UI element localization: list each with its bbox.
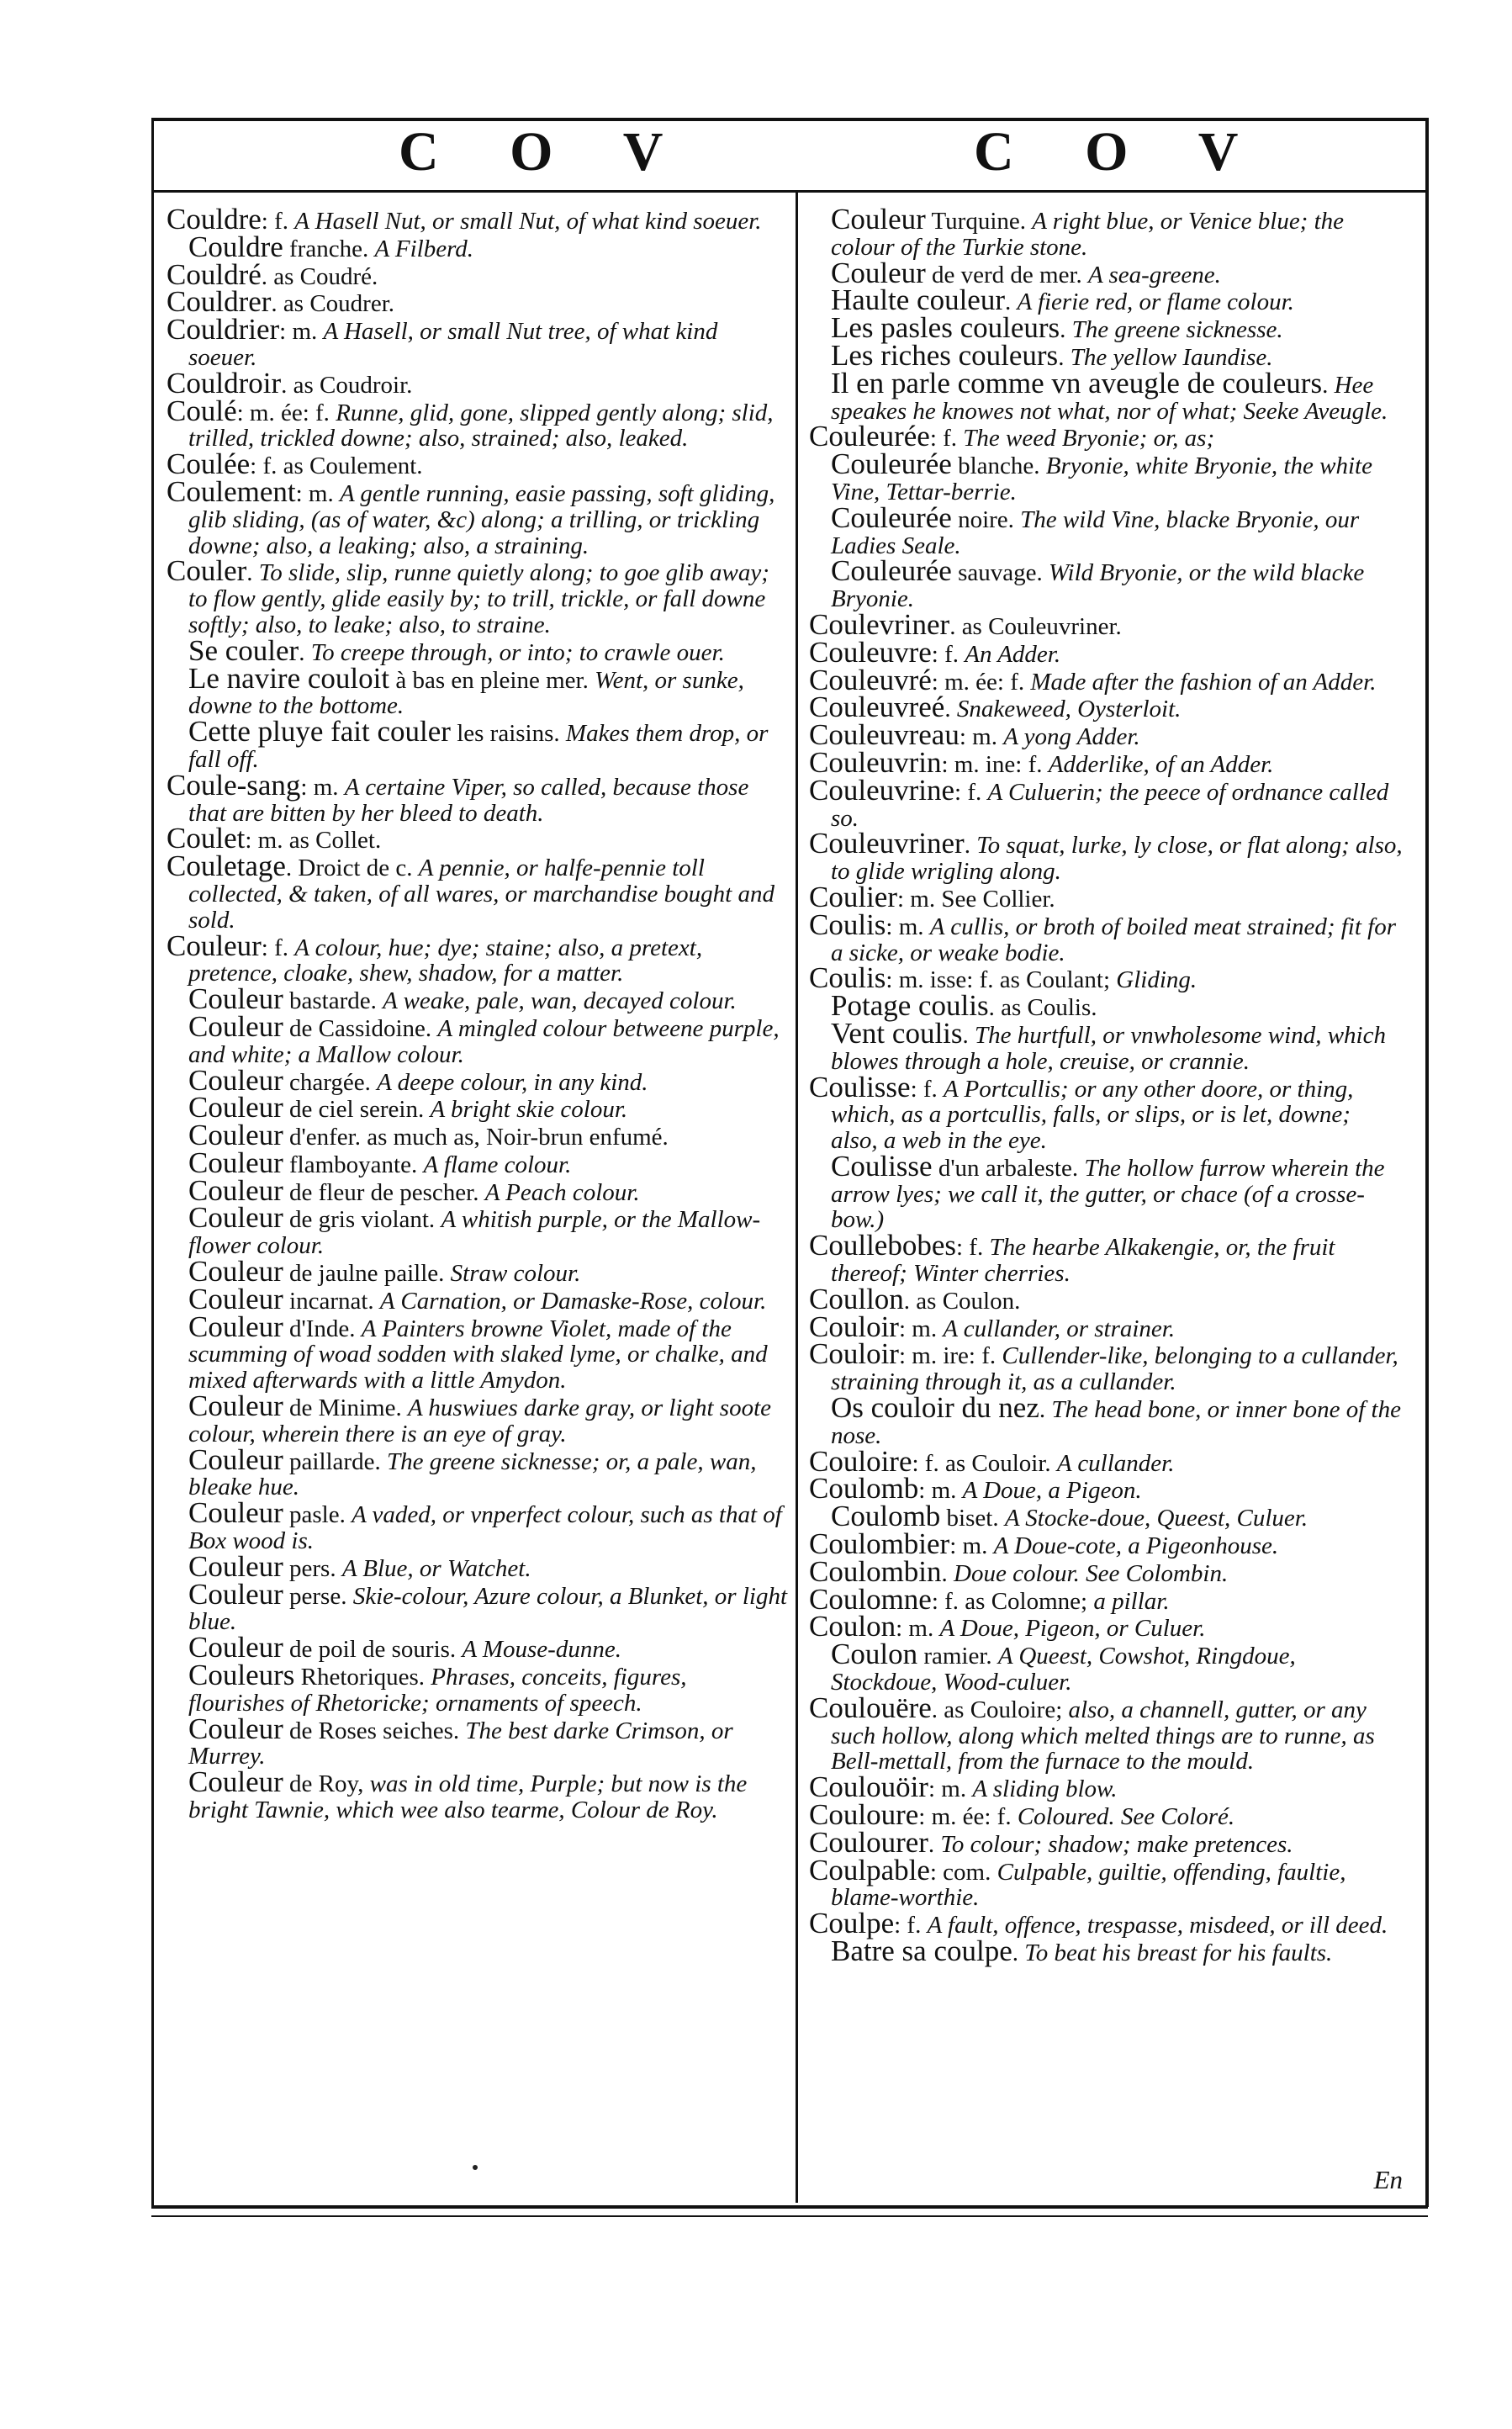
entry-headword: Coulpe [809, 1907, 895, 1940]
dictionary-entry [809, 1853, 1403, 1912]
entry-gloss: The greene sicknesse; or, a pale, wan, bleake hue. [188, 1447, 757, 1501]
entry-gloss: A weake, pale, wan, decayed colour. [383, 987, 737, 1015]
header-rule [151, 190, 1428, 193]
entry-gloss: A Blue, or Watchet. [341, 1554, 531, 1582]
entry-grammar: les raisins. [450, 720, 566, 748]
entry-headword: Coulis [809, 961, 886, 995]
entry-headword: Couldroir [167, 366, 282, 400]
entry-headword: Couleurée [831, 554, 952, 588]
entry-grammar: flamboyante. [283, 1151, 424, 1178]
entry-headword: Couleuvré [809, 663, 932, 696]
entry-gloss: The yellow Iaundise. [1070, 343, 1273, 371]
entry-gloss: Culpable, guiltie, offending, faultie, blame-worthie. [831, 1858, 1346, 1912]
entry-grammar: . as Coudré. [261, 262, 378, 290]
entry-headword: Couleur [188, 1063, 283, 1097]
entry-grammar: : m. [928, 1775, 973, 1803]
dictionary-entry [809, 203, 1403, 261]
entry-headword: Couleur [188, 1009, 283, 1043]
entry-headword: Couleuvriner [809, 827, 965, 860]
entry-headword: Vent coulis [831, 1016, 963, 1050]
dictionary-entry [809, 1691, 1403, 1775]
entry-headword: Couler [167, 554, 247, 588]
entry-grammar: : f. [931, 640, 965, 668]
entry-grammar: : m. [896, 1615, 940, 1643]
right-column [809, 203, 1403, 1967]
entry-gloss: A cullander, or strainer. [943, 1315, 1176, 1342]
dictionary-entry [167, 1496, 789, 1555]
entry-grammar: blanche. [951, 452, 1046, 480]
dictionary-entry [167, 1577, 789, 1636]
entry-grammar: Turquine. [925, 208, 1033, 235]
entry-gloss: To colour; shadow; make pretences. [940, 1830, 1293, 1858]
entry-grammar: chargée. [283, 1068, 378, 1096]
dictionary-entry [809, 1070, 1403, 1155]
entry-gloss: Skie-colour, Azure colour, a Blunket, or light blue. [188, 1582, 787, 1636]
dictionary-entry [809, 880, 1403, 913]
entry-grammar: : m. [918, 1477, 963, 1505]
entry-gloss: A cullander. [1056, 1449, 1175, 1477]
entry-gloss: Cullender-like, belonging to a cullander, straining through it, as a cullander. [831, 1342, 1398, 1396]
entry-headword: Couleur [188, 1549, 283, 1583]
entry-headword: Couleur [831, 203, 926, 235]
entry-gloss: A yong Adder. [1003, 723, 1140, 751]
entry-headword: Coulé [167, 394, 237, 427]
entry-grammar: : m. ée: f. [236, 399, 336, 426]
entry-gloss: A fault, offence, trespasse, misdeed, or ill deed. [927, 1912, 1388, 1939]
entry-grammar: de Roy, [283, 1770, 370, 1798]
entry-gloss: also, a channell, gutter, or any such hollow, along which melted things are to runne, as Bell-mettall, from the furnace to the mould. [831, 1696, 1375, 1775]
entry-grammar: : m. ine: f. [941, 750, 1049, 778]
entry-headword: Coulisse [809, 1070, 911, 1103]
entry-grammar: . [944, 696, 957, 723]
entry-grammar: : com. [929, 1858, 997, 1886]
entry-headword: Coulpable [809, 1853, 930, 1887]
entry-headword: Couldrer [167, 285, 272, 319]
entry-grammar: . [941, 1559, 954, 1587]
dictionary-entry [809, 1934, 1403, 1967]
right-border [1425, 118, 1429, 2207]
bottom-rule-2 [151, 2215, 1428, 2217]
entry-gloss: A Hasell Nut, or small Nut, of what kind soeuer. [294, 208, 762, 235]
entry-grammar: : f. [955, 1234, 990, 1262]
dictionary-entry [809, 1638, 1403, 1696]
entry-gloss: A pennie, or halfe-pennie toll collected, & taken, of all wares, or marchandise bought and sold. [188, 855, 775, 934]
entry-gloss: A Stocke-doue, Queest, Culuer. [1004, 1505, 1308, 1532]
entry-gloss: A Doue-cote, a Pigeonhouse. [993, 1532, 1279, 1560]
entry-gloss: A Hasell, or small Nut tree, of what kind soeuer. [188, 318, 718, 371]
entry-grammar: . [299, 638, 311, 666]
entry-grammar: d'Inde. [283, 1315, 362, 1342]
entry-headword: Coullebobes [809, 1229, 956, 1262]
entry-grammar: pers. [283, 1554, 342, 1582]
entry-gloss: Phrases, conceits, figures, flourishes of Rhetoricke; ornaments of speech. [188, 1664, 687, 1717]
entry-headword: Potage coulis [831, 989, 989, 1023]
dictionary-entry [167, 366, 789, 400]
entry-gloss: The hurtfull, or vnwholesome wind, which blowes through a hole, creuise, or crannie. [831, 1021, 1386, 1075]
entry-gloss: A Culuerin; the peece of ordnance called so. [831, 778, 1389, 832]
entry-grammar: de gris violant. [283, 1206, 441, 1234]
entry-grammar: . [1012, 1939, 1025, 1966]
entry-gloss: was in old time, Purple; but now is the bright Tawnie, which wee also tearme, Colour de Roy. [188, 1770, 748, 1824]
entry-grammar: incarnat. [283, 1287, 380, 1315]
entry-headword: Couldre [188, 230, 283, 263]
entry-headword: Coule-sang [167, 768, 301, 802]
entry-headword: Coulourer [809, 1825, 928, 1859]
entry-headword: Couloure [809, 1798, 919, 1832]
entry-grammar: . as Couloire; [931, 1696, 1069, 1723]
dictionary-entry [809, 1337, 1403, 1396]
entry-gloss: A Mouse-dunne. [462, 1636, 621, 1664]
dictionary-entry [809, 1229, 1403, 1288]
entry-headword: Couldrier [167, 313, 280, 347]
entry-gloss: The head bone, or inner bone of the nose. [831, 1396, 1401, 1449]
entry-grammar: : m. [295, 479, 340, 507]
entry-gloss: A deepe colour, in any kind. [377, 1068, 648, 1096]
entry-headword: Couloir [809, 1310, 899, 1343]
entry-grammar: : m. [949, 1532, 994, 1560]
dictionary-entry [167, 715, 789, 773]
entry-grammar: de fleur de pescher. [283, 1178, 485, 1206]
entry-headword: Couleur [188, 1255, 283, 1289]
dictionary-entry [809, 1149, 1403, 1234]
dictionary-entry [167, 1659, 789, 1717]
entry-headword: Batre sa coulpe [831, 1934, 1012, 1967]
entry-grammar: : f. [910, 1075, 944, 1103]
entry-grammar: : f. [261, 934, 295, 961]
entry-grammar: . as Coulis. [988, 994, 1097, 1022]
entry-gloss: The greene sicknesse. [1071, 316, 1283, 344]
dictionary-entry [167, 1765, 789, 1824]
entry-gloss: A sea-greene. [1088, 261, 1221, 288]
entry-grammar: d'enfer. as much as, Noir-brun enfumé. [283, 1124, 669, 1151]
entry-gloss: A cullis, or broth of boiled meat strained; fit for a sicke, or weake bodie. [831, 913, 1397, 966]
entry-gloss: A fierie red, or flame colour. [1017, 288, 1294, 316]
entry-headword: Haulte couleur [831, 283, 1005, 317]
entry-gloss: A Filberd. [374, 235, 474, 262]
entry-headword: Couleurs [188, 1659, 295, 1692]
entry-gloss: A gentle running, easie passing, soft gliding, glib sliding, (as of water, &c) along; a trilling, or trickling downe; also, a leaking; also, a straining. [188, 479, 775, 559]
entry-headword: Coulomb [809, 1472, 919, 1506]
entry-grammar: . [1058, 343, 1071, 371]
entry-gloss: A right blue, or Venice blue; the colour of the Turkie stone. [831, 208, 1345, 261]
entry-grammar: biset. [940, 1505, 1005, 1532]
entry-grammar: . as Couleuvriner. [949, 612, 1122, 640]
entry-grammar: : m. as Collet. [245, 827, 382, 855]
entry-grammar: : m. ée: f. [931, 668, 1031, 696]
entry-gloss: Straw colour. [450, 1260, 581, 1288]
entry-gloss: A Doue, Pigeon, or Culuer. [939, 1615, 1206, 1643]
entry-grammar: . as Coudroir. [281, 371, 413, 399]
entry-grammar: . Droict de c. [285, 855, 419, 882]
entry-headword: Coulombier [809, 1527, 950, 1561]
bottom-rule [151, 2205, 1428, 2209]
entry-headword: Couleur [188, 1146, 283, 1179]
dictionary-entry [167, 661, 789, 720]
entry-headword: Couloir [809, 1337, 899, 1371]
entry-gloss: A colour, hue; dye; staine; also, a pretext, pretence, cloake, shew, shadow, for a matter. [188, 934, 703, 987]
entry-gloss: The hollow furrow wherein the arrow lyes; we call it, the gutter, or chace (of a crosse-bow.) [831, 1154, 1385, 1234]
header-left: C O V [399, 121, 692, 183]
dictionary-entry [809, 827, 1403, 886]
entry-grammar: . [1060, 316, 1072, 344]
entry-headword: Coulouëre [809, 1691, 932, 1724]
entry-grammar: . [1322, 371, 1335, 399]
dictionary-entry [809, 447, 1403, 505]
entry-gloss: Snakeweed, Oysterloit. [956, 696, 1182, 723]
catchword: En [1373, 2165, 1403, 2194]
entry-grammar: . [1005, 288, 1018, 316]
entry-headword: Le navire couloit [188, 661, 390, 695]
entry-headword: Coulomne [809, 1582, 932, 1616]
entry-grammar: de Roses seiches. [283, 1717, 466, 1744]
entry-headword: Coulon [809, 1610, 896, 1643]
entry-headword: Couleurée [831, 447, 952, 481]
entry-gloss: A bright skie colour. [430, 1096, 628, 1124]
entry-grammar: : m. [959, 723, 1004, 751]
dictionary-entry [809, 773, 1403, 832]
entry-gloss: To slide, slip, runne quietly along; to goe glib away; to flow gently, glide easily by; to trill, trickle, or fall downe softly; also, to leake; also, to straine. [188, 559, 769, 638]
entry-headword: Couleur [188, 1496, 283, 1530]
entry-grammar: franche. [283, 235, 375, 262]
entry-grammar: . [246, 559, 259, 587]
entry-grammar: . as Coulon. [903, 1287, 1021, 1315]
entry-gloss: The weed Bryonie; or, as; [963, 425, 1215, 452]
entry-gloss: A Carnation, or Damaske-Rose, colour. [379, 1287, 767, 1315]
entry-grammar: à bas en pleine mer. [389, 666, 595, 694]
entry-grammar: d'un arbaleste. [932, 1154, 1085, 1182]
entry-gloss: A huswiues darke gray, or light soote colour, wherein there is an eye of gray. [188, 1394, 772, 1447]
entry-grammar: : m. [898, 1315, 944, 1342]
entry-headword: Couleur [167, 929, 262, 962]
entry-grammar: ramier. [917, 1643, 998, 1670]
entry-gloss: The best darke Crimson, or Murrey. [188, 1717, 733, 1770]
dictionary-entry [167, 1009, 789, 1068]
entry-grammar: de verd de mer. [925, 261, 1089, 288]
dictionary-entry [167, 768, 789, 827]
entry-gloss: To squat, lurke, ly close, or flat along; also, to glide wrigling along. [831, 832, 1403, 886]
entry-grammar: . [962, 1021, 975, 1049]
dictionary-entry [167, 1712, 789, 1770]
entry-headword: Couleur [188, 1631, 283, 1664]
entry-grammar: : f. as Coulement. [250, 452, 423, 480]
entry-grammar: : m. See Collier. [896, 885, 1055, 913]
entry-grammar: : m. [886, 913, 930, 940]
entry-grammar: pasle. [283, 1501, 352, 1529]
entry-headword: Couleur [188, 1310, 283, 1343]
entry-gloss: a pillar. [1093, 1587, 1170, 1615]
entry-gloss: A flame colour. [423, 1151, 572, 1178]
dictionary-entry [167, 554, 789, 638]
entry-headword: Coulier [809, 880, 897, 913]
dictionary-entry [167, 313, 789, 371]
entry-headword: Il en parle comme vn aveugle de couleurs [831, 366, 1323, 400]
entry-headword: Couloire [809, 1444, 912, 1478]
entry-grammar: de jaulne paille. [283, 1260, 451, 1288]
entry-gloss: Doue colour. See Colombin. [954, 1559, 1229, 1587]
entry-gloss: A sliding blow. [972, 1775, 1118, 1803]
entry-grammar: . [1039, 1396, 1052, 1424]
entry-gloss: A whitish purple, or the Mallow-flower colour. [188, 1206, 761, 1260]
entry-grammar: . [928, 1830, 941, 1858]
entry-headword: Coulet [167, 822, 246, 855]
entry-headword: Couleur [188, 1712, 283, 1745]
entry-gloss: To beat his breast for his faults. [1024, 1939, 1333, 1966]
entry-headword: Couleuvrine [809, 773, 955, 807]
entry-headword: Couleur [188, 1442, 283, 1476]
entry-grammar: bastarde. [283, 987, 383, 1015]
dictionary-entry [809, 1016, 1403, 1075]
entry-headword: Couleur [188, 1389, 283, 1423]
entry-gloss: A Painters browne Violet, made of the scumming of woad sodden with slaked lyme, or chalke, and mixed afterwards with a little Amydon. [188, 1315, 768, 1394]
entry-headword: Couleur [831, 256, 926, 289]
entry-headword: Coulevriner [809, 607, 950, 641]
entry-gloss: The hearbe Alkakengie, or, the fruit thereof; Winter cherries. [831, 1234, 1335, 1288]
printer-mark [473, 2165, 478, 2170]
entry-grammar: sauvage. [951, 559, 1049, 587]
entry-headword: Couleur [188, 1173, 283, 1207]
dictionary-entry [809, 366, 1403, 425]
entry-grammar: de poil de souris. [283, 1636, 463, 1664]
entry-headword: Coulement [167, 474, 296, 508]
dictionary-entry [167, 1310, 789, 1394]
entry-headword: Couleuvre [809, 635, 932, 669]
entry-grammar: : f. [954, 778, 988, 806]
entry-headword: Couldré [167, 257, 262, 291]
entry-headword: Cette pluye fait couler [188, 715, 451, 749]
entry-headword: Coulisse [831, 1149, 933, 1183]
entry-headword: Coulon [831, 1638, 918, 1671]
entry-grammar: de ciel serein. [283, 1096, 431, 1124]
entry-gloss: A Portcullis; or any other doore, or thing, which, as a portcullis, falls, or slips, or is let, downe; also, a web in the eye. [831, 1075, 1354, 1155]
entry-gloss: A certaine Viper, so called, because those that are bitten by her bleed to death. [188, 773, 749, 827]
entry-headword: Couldre [167, 203, 262, 235]
entry-headword: Couletage [167, 849, 286, 883]
entry-grammar: . [964, 832, 977, 860]
entry-gloss: An Adder. [965, 640, 1061, 668]
entry-gloss: To creepe through, or into; to crawle ouer. [310, 638, 725, 666]
entry-gloss: A mingled colour betweene purple, and white; a Mallow colour. [188, 1014, 780, 1068]
entry-headword: Coulouöir [809, 1770, 928, 1804]
entry-headword: Les pasles couleurs [831, 311, 1060, 345]
entry-headword: Couleuvreau [809, 718, 960, 752]
entry-gloss: Gliding. [1116, 966, 1197, 994]
entry-headword: Couleur [188, 1201, 283, 1235]
dictionary-entry [167, 1442, 789, 1501]
entry-headword: Coulomb [831, 1500, 941, 1533]
dictionary-entry [809, 554, 1403, 613]
entry-headword: Coulis [809, 908, 886, 941]
entry-gloss: A Peach colour. [484, 1178, 640, 1206]
entry-headword: Couleur [188, 1282, 283, 1315]
entry-headword: Couleur [188, 1119, 283, 1152]
entry-grammar: : m. isse: f. as Coulant; [886, 966, 1117, 994]
entry-headword: Couleur [188, 1765, 283, 1799]
entry-grammar: : m. ire: f. [898, 1342, 1002, 1370]
entry-gloss: Makes them drop, or fall off. [188, 720, 769, 773]
dictionary-entry [809, 1391, 1403, 1449]
entry-grammar: : f. as Colomne; [931, 1587, 1094, 1615]
entry-gloss: Coloured. See Coloré. [1017, 1803, 1235, 1831]
entry-headword: Les riches couleurs [831, 338, 1059, 372]
entry-headword: Coullon [809, 1282, 904, 1315]
dictionary-entry [167, 474, 789, 559]
entry-grammar: : m. ée: f. [918, 1803, 1018, 1831]
entry-grammar: paillarde. [283, 1447, 387, 1475]
entry-grammar: : f. [894, 1912, 928, 1939]
entry-gloss: Hee speakes he knowes not what, nor of what; Seeke Aveugle. [831, 371, 1388, 425]
header-right: C O V [974, 121, 1267, 183]
dictionary-entry [167, 394, 789, 452]
entry-headword: Couleuvrin [809, 745, 942, 779]
entry-grammar: . as Coudrer. [271, 290, 395, 318]
entry-gloss: A vaded, or vnperfect colour, such as that of Box wood is. [188, 1501, 782, 1555]
dictionary-entry [167, 1201, 789, 1260]
entry-grammar: : f. [261, 208, 295, 235]
entry-headword: Couleuvreé [809, 691, 945, 724]
entry-headword: Couleur [188, 1091, 283, 1125]
dictionary-entry [809, 500, 1403, 559]
entry-grammar: de Cassidoine. [283, 1014, 438, 1042]
entry-gloss: A Doue, a Pigeon. [962, 1477, 1142, 1505]
entry-grammar: : f. [929, 425, 964, 452]
entry-headword: Os couloir du nez [831, 1391, 1039, 1425]
entry-headword: Couleur [188, 982, 283, 1016]
dictionary-entry [809, 908, 1403, 966]
left-column [167, 203, 789, 1824]
entry-grammar: : m. [279, 318, 324, 346]
dictionary-entry [167, 849, 789, 934]
entry-headword: Coulombin [809, 1554, 942, 1588]
entry-grammar: : f. as Couloir. [912, 1449, 1057, 1477]
entry-headword: Couleurée [809, 420, 930, 453]
column-divider [796, 193, 798, 2203]
entry-gloss: Made after the fashion of an Adder. [1030, 668, 1377, 696]
dictionary-entry [167, 929, 789, 987]
entry-gloss: Went, or sunke, downe to the bottome. [188, 666, 744, 720]
entry-headword: Couleur [188, 1577, 283, 1611]
entry-headword: Coulée [167, 447, 251, 481]
entry-gloss: Runne, glid, gone, slipped gently along; slid, trilled, trickled downe; also, strained; also, leaked. [188, 399, 774, 452]
dictionary-entry [809, 1582, 1403, 1616]
entry-grammar: Rhetoriques. [294, 1664, 431, 1691]
entry-grammar: noire. [951, 505, 1021, 533]
left-border [151, 118, 154, 2207]
dictionary-entry [167, 1389, 789, 1447]
entry-grammar: perse. [283, 1582, 353, 1610]
entry-grammar: de Minime. [283, 1394, 408, 1422]
entry-grammar: : m. [300, 773, 345, 801]
entry-headword: Couleurée [831, 500, 952, 534]
entry-gloss: Adderlike, of an Adder. [1048, 750, 1274, 778]
entry-gloss: Bryonie, white Bryonie, the white Vine, Tettar-berrie. [831, 452, 1372, 505]
entry-gloss: Wild Bryonie, or the wild blacke Bryonie. [831, 559, 1365, 613]
entry-gloss: The wild Vine, blacke Bryonie, our Ladies Seale. [831, 505, 1360, 559]
entry-gloss: A Queest, Cowshot, Ringdoue, Stockdoue, Wood-culuer. [831, 1643, 1296, 1696]
entry-headword: Se couler [188, 633, 299, 667]
